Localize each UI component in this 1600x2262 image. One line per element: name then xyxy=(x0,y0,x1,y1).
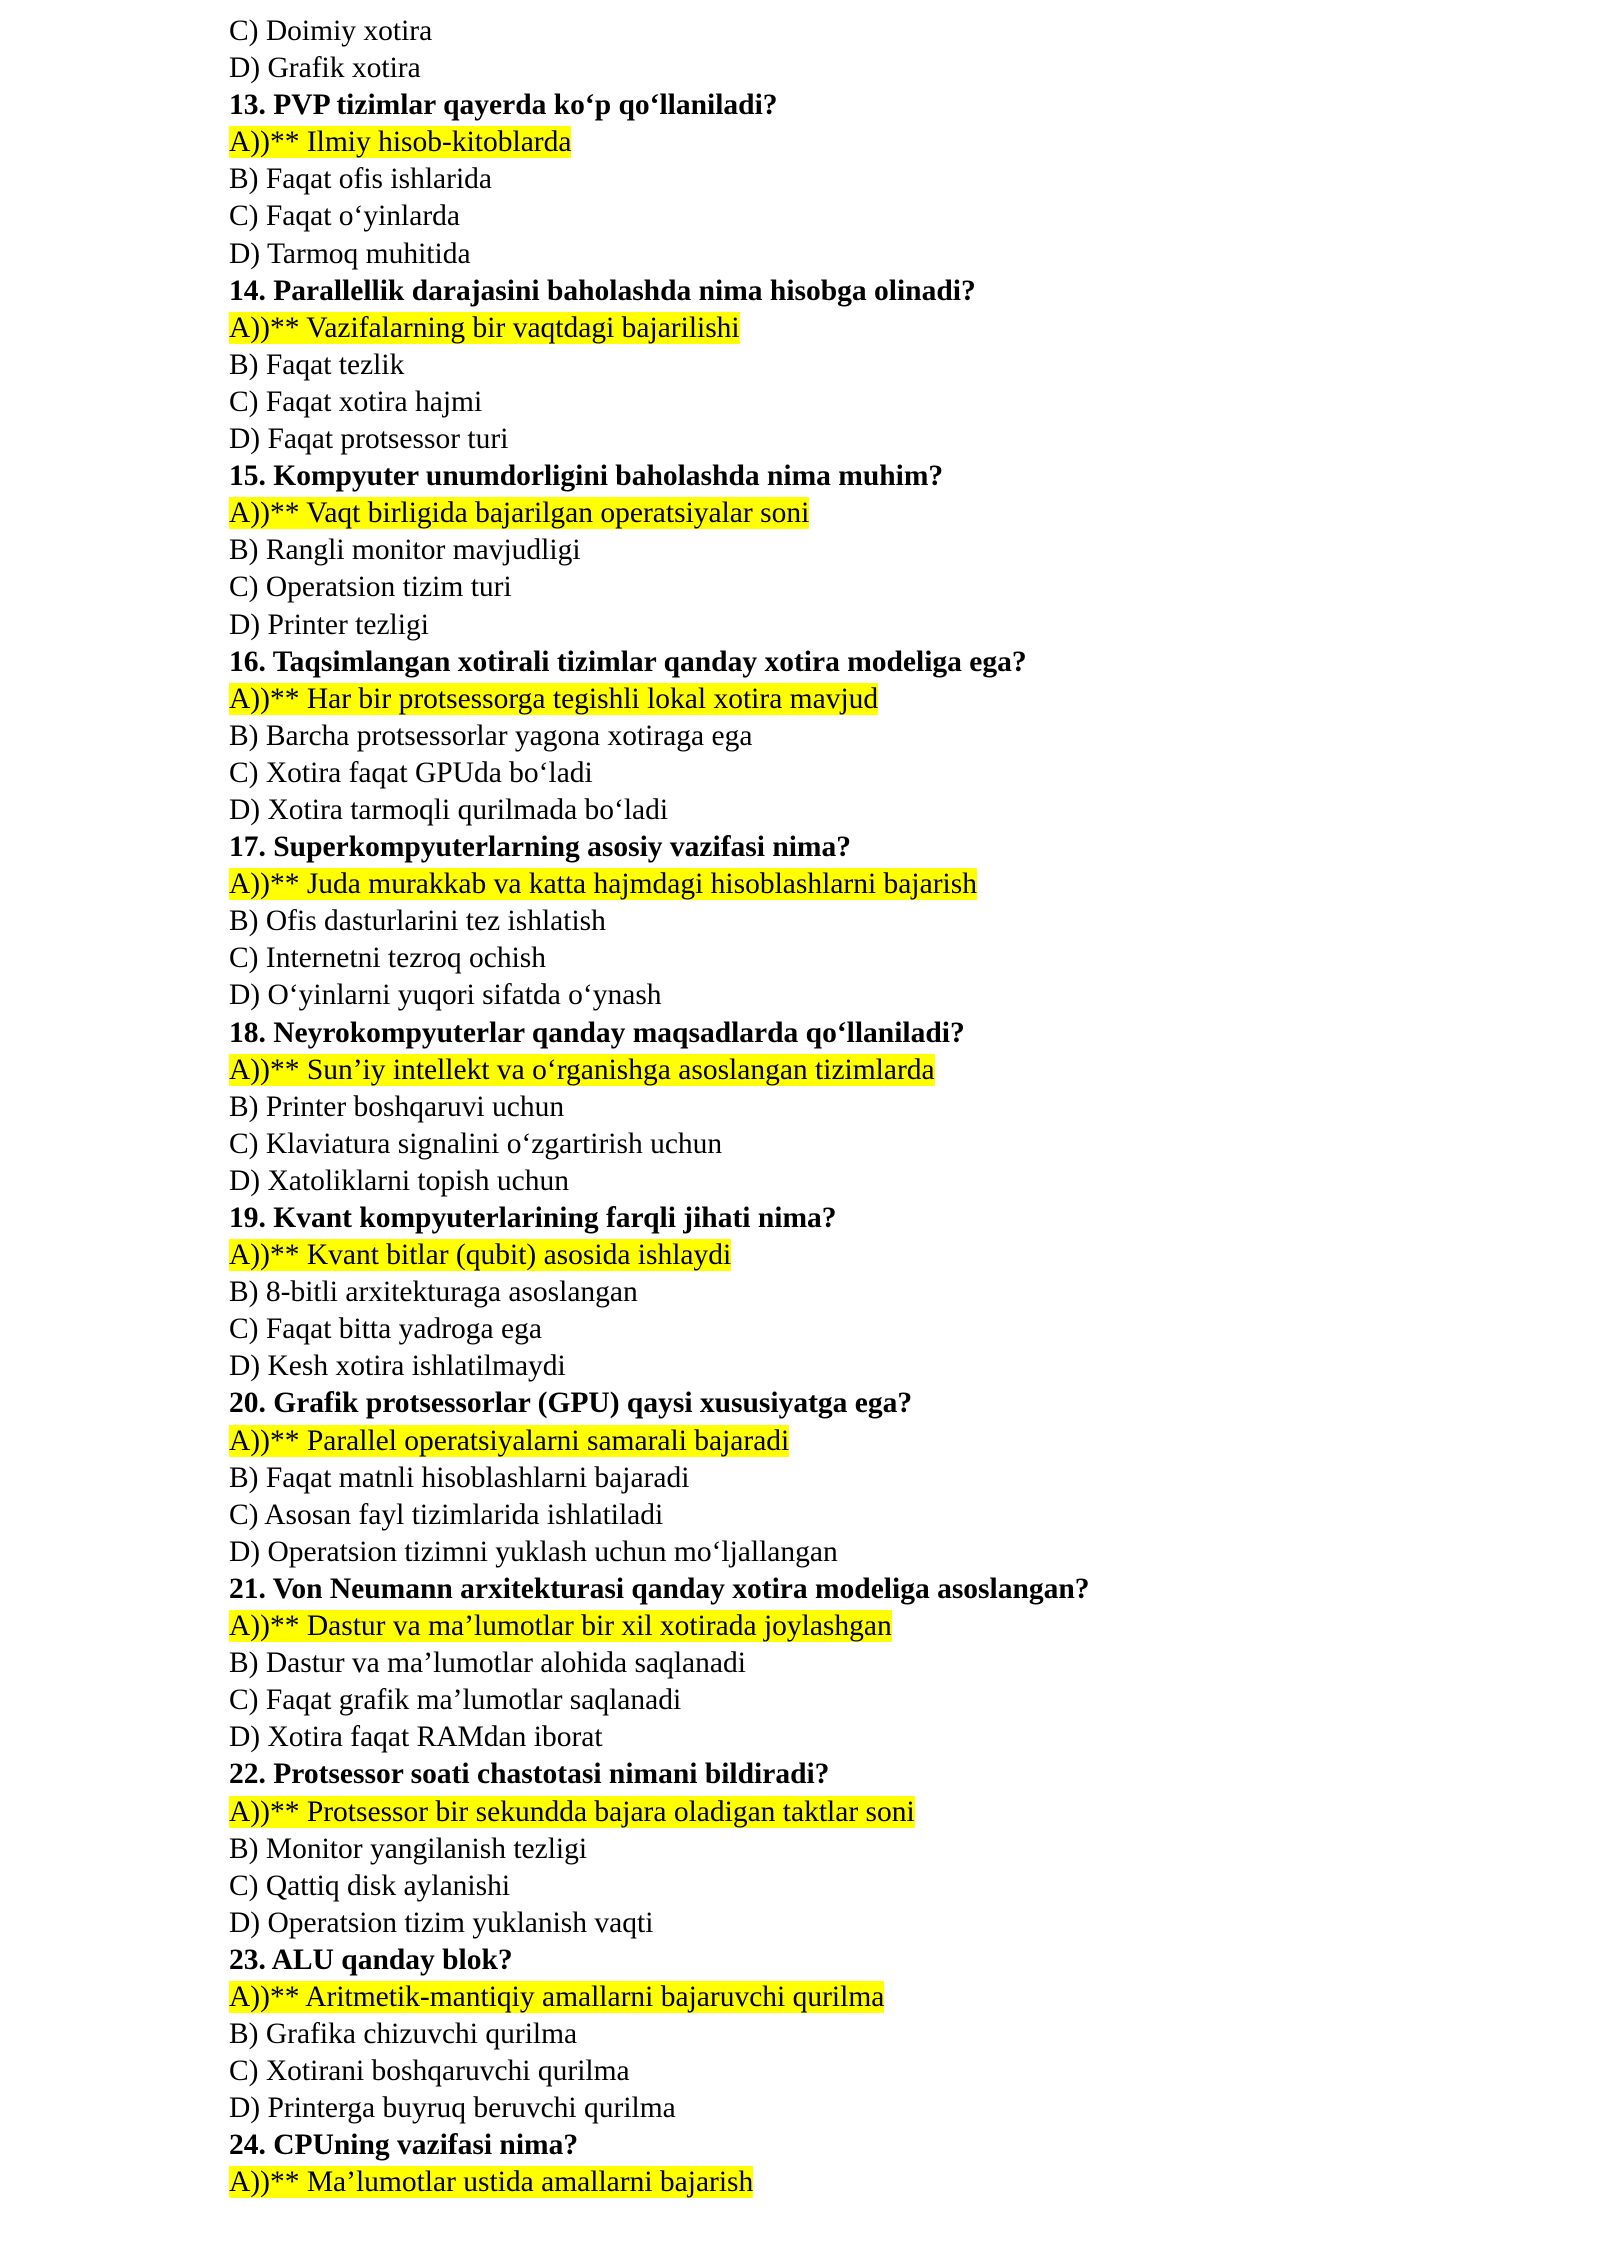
option-text: C) Faqat o‘yinlarda xyxy=(229,200,461,233)
answer-option xyxy=(229,1719,1529,1756)
document-page xyxy=(229,13,1529,2202)
question-text: 18. Neyrokompyuterlar qanday maqsadlarda qo‘llaniladi? xyxy=(229,1016,965,1049)
question-text: 22. Protsessor soati chastotasi nimani bildiradi? xyxy=(229,1758,830,1791)
option-text: B) Printer boshqaruvi uchun xyxy=(229,1090,565,1123)
answer-option xyxy=(229,1831,1529,1868)
question-heading xyxy=(229,1942,1529,1979)
option-text: B) Ofis dasturlarini tez ishlatish xyxy=(229,905,606,938)
option-text: B) Grafika chizuvchi qurilma xyxy=(229,2018,578,2051)
option-text: C) Doimiy xotira xyxy=(229,15,433,47)
answer-option xyxy=(229,1497,1529,1534)
option-text: C) Faqat grafik ma’lumotlar saqlanadi xyxy=(229,1684,682,1717)
answer-option xyxy=(229,384,1529,421)
answer-option xyxy=(229,1868,1529,1905)
option-text: C) Faqat bitta yadroga ega xyxy=(229,1313,542,1346)
question-heading xyxy=(229,458,1529,495)
question-text: 13. PVP tizimlar qayerda ko‘p qo‘llaniladi? xyxy=(229,89,778,122)
answer-option xyxy=(229,421,1529,458)
option-text: D) Xotira faqat RAMdan iborat xyxy=(229,1721,603,1754)
answer-option xyxy=(229,13,1529,50)
answer-option xyxy=(229,755,1529,792)
question-text: 17. Superkompyuterlarning asosiy vazifasi nima? xyxy=(229,831,852,864)
answer-option xyxy=(229,1126,1529,1163)
answer-option xyxy=(229,532,1529,569)
answer-option xyxy=(229,2090,1529,2127)
option-text: D) Printerga buyruq beruvchi qurilma xyxy=(229,2092,676,2125)
answer-option xyxy=(229,2053,1529,2090)
option-text: B) 8-bitli arxitekturaga asoslangan xyxy=(229,1276,638,1309)
option-text: B) Rangli monitor mavjudligi xyxy=(229,534,581,567)
option-text: B) Barcha protsessorlar yagona xotiraga ega xyxy=(229,719,753,752)
answer-text: A))** Dastur va ma’lumotlar bir xil xotirada joylashgan xyxy=(229,1610,892,1643)
option-text: B) Dastur va ma’lumotlar alohida saqlanadi xyxy=(229,1647,746,1680)
highlighted-answer xyxy=(229,1979,1529,2016)
question-text: 14. Parallellik darajasini baholashda nima hisobga olinadi? xyxy=(229,274,976,307)
option-text: C) Operatsion tizim turi xyxy=(229,571,512,604)
highlighted-answer xyxy=(229,1423,1529,1460)
answer-option xyxy=(229,347,1529,384)
answer-option xyxy=(229,1274,1529,1311)
question-text: 19. Kvant kompyuterlarining farqli jihati nima? xyxy=(229,1202,837,1234)
option-text: B) Monitor yangilanish tezligi xyxy=(229,1832,588,1865)
highlighted-answer xyxy=(229,1052,1529,1089)
answer-option xyxy=(229,1348,1529,1385)
question-text: 20. Grafik protsessorlar (GPU) qaysi xususiyatga ega? xyxy=(229,1387,913,1420)
answer-text: A))** Vazifalarning bir vaqtdagi bajarilishi xyxy=(229,311,740,344)
answer-option xyxy=(229,2016,1529,2053)
question-heading xyxy=(229,644,1529,681)
highlighted-answer xyxy=(229,866,1529,903)
answer-text: A))** Protsessor bir sekundda bajara oladigan taktlar soni xyxy=(229,1795,915,1828)
option-text: D) Grafik xotira xyxy=(229,52,421,85)
option-text: D) Operatsion tizimni yuklash uchun mo‘ljallangan xyxy=(229,1535,838,1568)
highlighted-answer xyxy=(229,310,1529,347)
option-text: D) Kesh xotira ishlatilmaydi xyxy=(229,1350,566,1383)
option-text: C) Asosan fayl tizimlarida ishlatiladi xyxy=(229,1498,664,1531)
option-text: C) Qattiq disk aylanishi xyxy=(229,1869,511,1902)
answer-option xyxy=(229,1089,1529,1126)
answer-option xyxy=(229,977,1529,1014)
answer-option xyxy=(229,1311,1529,1348)
answer-option xyxy=(229,607,1529,644)
answer-option xyxy=(229,903,1529,940)
option-text: D) Tarmoq muhitida xyxy=(229,237,471,270)
option-text: D) Faqat protsessor turi xyxy=(229,423,509,456)
option-text: D) Xatoliklarni topish uchun xyxy=(229,1164,570,1197)
option-text: C) Klaviatura signalini o‘zgartirish uchun xyxy=(229,1127,723,1160)
answer-option xyxy=(229,198,1529,235)
answer-text: A))** Aritmetik-mantiqiy amallarni bajaruvchi qurilma xyxy=(229,1980,885,2013)
answer-option xyxy=(229,1163,1529,1200)
question-text: 15. Kompyuter unumdorligini baholashda nima muhim? xyxy=(229,460,944,493)
question-text: 24. CPUning vazifasi nima? xyxy=(229,2129,579,2162)
highlighted-answer xyxy=(229,1237,1529,1274)
option-text: B) Faqat matnli hisoblashlarni bajaradi xyxy=(229,1461,690,1494)
answer-option xyxy=(229,792,1529,829)
answer-text: A))** Ilmiy hisob-kitoblarda xyxy=(229,126,572,159)
answer-option xyxy=(229,1682,1529,1719)
option-text: C) Xotirani boshqaruvchi qurilma xyxy=(229,2055,630,2088)
highlighted-answer xyxy=(229,1794,1529,1831)
answer-option xyxy=(229,236,1529,273)
answer-text: A))** Vaqt birligida bajarilgan operatsiyalar soni xyxy=(229,497,810,530)
highlighted-answer xyxy=(229,1608,1529,1645)
answer-option xyxy=(229,569,1529,606)
question-heading xyxy=(229,1200,1529,1237)
question-heading xyxy=(229,1756,1529,1793)
answer-option xyxy=(229,50,1529,87)
answer-option xyxy=(229,1534,1529,1571)
highlighted-answer xyxy=(229,124,1529,161)
question-heading xyxy=(229,829,1529,866)
answer-text: A))** Sun’iy intellekt va o‘rganishga asoslangan tizimlarda xyxy=(229,1053,935,1086)
answer-text: A))** Parallel operatsiyalarni samarali bajaradi xyxy=(229,1424,790,1457)
option-text: B) Faqat tezlik xyxy=(229,348,405,381)
option-text: D) Operatsion tizim yuklanish vaqti xyxy=(229,1906,654,1939)
answer-option xyxy=(229,1905,1529,1942)
option-text: D) O‘yinlarni yuqori sifatda o‘ynash xyxy=(229,979,662,1012)
highlighted-answer xyxy=(229,495,1529,532)
answer-option xyxy=(229,1460,1529,1497)
question-text: 23. ALU qanday blok? xyxy=(229,1943,513,1976)
answer-text: A))** Kvant bitlar (qubit) asosida ishlaydi xyxy=(229,1239,732,1272)
answer-option xyxy=(229,940,1529,977)
answer-text: A))** Juda murakkab va katta hajmdagi hisoblashlarni bajarish xyxy=(229,868,977,901)
highlighted-answer xyxy=(229,681,1529,718)
question-heading xyxy=(229,1571,1529,1608)
option-text: D) Printer tezligi xyxy=(229,608,429,641)
question-heading xyxy=(229,1385,1529,1422)
question-heading xyxy=(229,2127,1529,2164)
question-text: 16. Taqsimlangan xotirali tizimlar qanday xotira modeliga ega? xyxy=(229,645,1027,678)
question-heading xyxy=(229,273,1529,310)
question-heading xyxy=(229,87,1529,124)
question-heading xyxy=(229,1015,1529,1052)
question-text: 21. Von Neumann arxitekturasi qanday xotira modeliga asoslangan? xyxy=(229,1572,1090,1605)
answer-option xyxy=(229,1645,1529,1682)
answer-text: A))** Ma’lumotlar ustida amallarni bajarish xyxy=(229,2166,754,2199)
option-text: B) Faqat ofis ishlarida xyxy=(229,163,492,196)
option-text: D) Xotira tarmoqli qurilmada bo‘ladi xyxy=(229,793,669,826)
highlighted-answer xyxy=(229,2164,1529,2201)
option-text: C) Internetni tezroq ochish xyxy=(229,942,547,975)
answer-text: A))** Har bir protsessorga tegishli lokal xotira mavjud xyxy=(229,682,879,715)
answer-option xyxy=(229,718,1529,755)
option-text: C) Xotira faqat GPUda bo‘ladi xyxy=(229,756,593,789)
answer-option xyxy=(229,161,1529,198)
option-text: C) Faqat xotira hajmi xyxy=(229,385,483,418)
